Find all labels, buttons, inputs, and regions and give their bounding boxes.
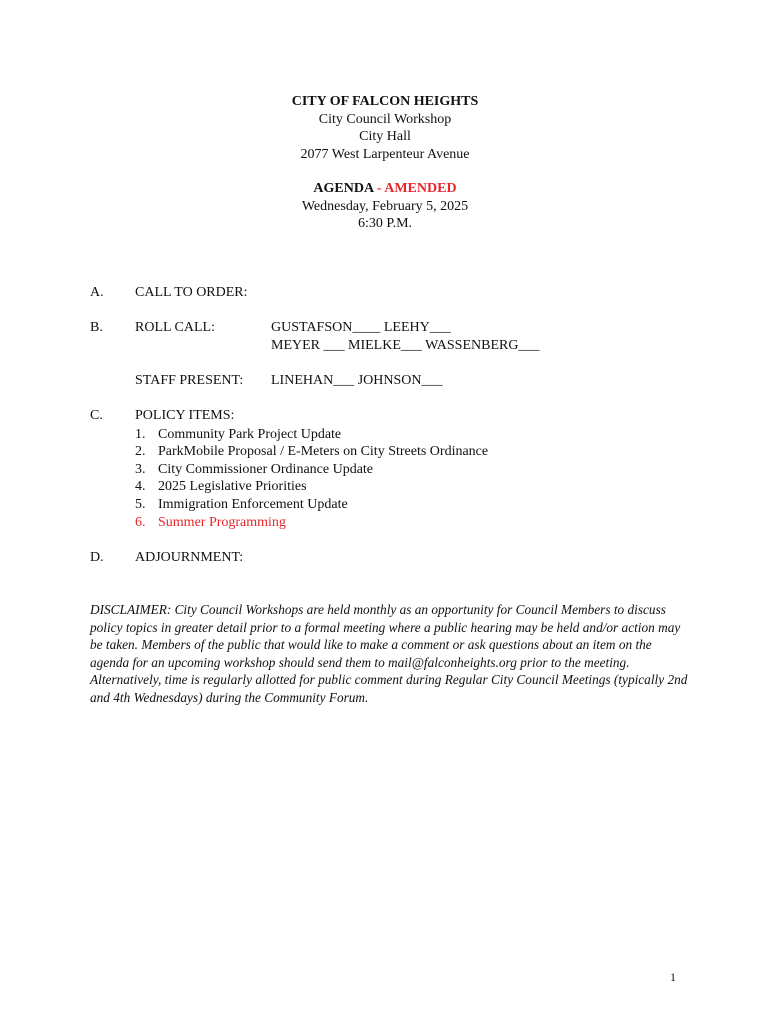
roll-call-names-line1: GUSTAFSON____ LEEHY___ bbox=[271, 320, 451, 335]
policy-item-number: 1. bbox=[135, 427, 146, 442]
policy-item-number: 4. bbox=[135, 479, 146, 494]
policy-item-number: 5. bbox=[135, 497, 146, 512]
staff-present-names: LINEHAN___ JOHNSON___ bbox=[271, 373, 443, 388]
roll-call-names-line2: MEYER ___ MIELKE___ WASSENBERG___ bbox=[271, 338, 540, 353]
meeting-location: City Hall bbox=[359, 129, 411, 144]
adjournment-label: ADJOURNMENT: bbox=[135, 550, 244, 565]
policy-item-number-amended: 6. bbox=[135, 515, 146, 530]
agenda-block bbox=[0, 180, 770, 233]
section-d-letter: D. bbox=[90, 550, 104, 565]
policy-item: Immigration Enforcement Update bbox=[158, 497, 348, 512]
policy-item: Community Park Project Update bbox=[158, 427, 342, 442]
agenda-label: AGENDA bbox=[313, 181, 374, 196]
meeting-date: Wednesday, February 5, 2025 bbox=[301, 198, 469, 214]
meeting-address: 2077 West Larpenteur Avenue bbox=[300, 146, 470, 162]
policy-item: City Commissioner Ordinance Update bbox=[158, 462, 374, 477]
policy-items-label: POLICY ITEMS: bbox=[135, 408, 235, 423]
page-number: 1 bbox=[670, 970, 676, 984]
section-a-letter: A. bbox=[90, 285, 104, 300]
agenda-title bbox=[0, 180, 770, 198]
meeting-time: 6:30 P.M. bbox=[357, 216, 413, 231]
header-block bbox=[0, 93, 770, 163]
policy-item-number: 3. bbox=[135, 462, 146, 477]
disclaimer-text: DISCLAIMER: City Council Workshops are held monthly as an opportunity for Council Members to discuss policy topics in greater detail prior to a formal meeting where a public hearing may be held and/or action may be taken. Members of the public that would like to make a comment or ask questions about an item on the agenda for an upcoming workshop should send them to mail@falconheights.org prior to the meeting. Alternatively, time is regularly allotted for public comment during Regular City Council Meetings (typically 2nd and 4th Wednesdays) during the Community Forum. bbox=[90, 602, 688, 705]
staff-present-label: STAFF PRESENT: bbox=[135, 373, 244, 388]
section-c-letter: C. bbox=[90, 408, 103, 423]
section-b-letter: B. bbox=[90, 320, 103, 335]
policy-item-amended: Summer Programming bbox=[158, 515, 286, 530]
amended-label: - AMENDED bbox=[376, 181, 457, 196]
city-name: CITY OF FALCON HEIGHTS bbox=[291, 94, 479, 109]
roll-call-label: ROLL CALL: bbox=[135, 320, 215, 335]
policy-item: ParkMobile Proposal / E-Meters on City Streets Ordinance bbox=[158, 444, 489, 459]
section-a-label: CALL TO ORDER: bbox=[135, 285, 248, 300]
meeting-name: City Council Workshop bbox=[318, 111, 452, 127]
policy-item: 2025 Legislative Priorities bbox=[158, 479, 307, 494]
policy-item-number: 2. bbox=[135, 444, 146, 459]
